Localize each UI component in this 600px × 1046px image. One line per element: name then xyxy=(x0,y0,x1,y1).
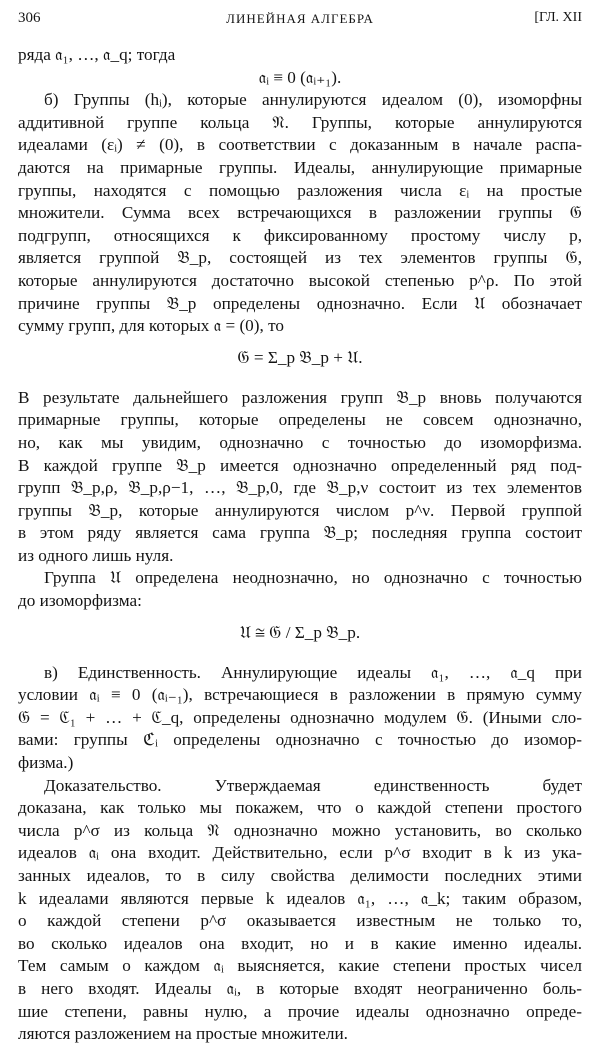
page-number: 306 xyxy=(18,10,41,26)
text-line: групп 𝔅_p,ρ, 𝔅_p,ρ−1, …, 𝔅_p,0, где 𝔅_p,ν состоит из тех элементов xyxy=(18,478,582,498)
page-header xyxy=(18,10,582,32)
text-line: 𝔊 = ℭ₁ + … + ℭ_q, определены однозначно модулем 𝔊. (Иными сло- xyxy=(18,707,582,727)
text-line: во сколько идеалов она входит, но и в какие именно идеалы. xyxy=(18,933,582,953)
text-line: подгрупп, относящихся к фиксированному простому числу p, xyxy=(18,225,582,245)
display-equation: 𝔘 ≅ 𝔊 / Σ_p 𝔅_p. xyxy=(239,622,361,642)
text-line: является группой 𝔅_p, состоящей из тех элементов группы 𝔊, xyxy=(18,248,582,268)
text-line: доказана, как только мы покажем, что о каждой степени простого xyxy=(18,798,582,818)
text-line: Тем самым о каждом 𝔞ᵢ выясняется, какие степени простых чисел xyxy=(18,956,582,976)
equation: 𝔞ᵢ ≡ 0 (𝔞ᵢ₊₁). xyxy=(258,67,342,87)
page-body xyxy=(18,44,582,1046)
text-line: даются на примарные группы. Идеалы, аннулирующие примарные xyxy=(18,157,582,177)
text-line: шие степени, равны нулю, а прочие идеалы однозначно опреде- xyxy=(18,1001,582,1021)
text-line: вами: группы ℭᵢ определены однозначно с точностью до изомор- xyxy=(18,730,582,750)
text-line: аддитивной группе кольца 𝔑. Группы, которые аннулируются xyxy=(18,112,582,132)
text-line: в этом ряду является сама группа 𝔅_p; последняя группа состоит xyxy=(18,523,582,543)
text-line: о каждой степени p^σ оказывается известным не только то, xyxy=(18,911,582,931)
text-line: Группа 𝔘 определена неоднозначно, но однозначно с точностью xyxy=(44,568,582,588)
text-line: в него входят. Идеалы 𝔞ᵢ, в которые входят неограниченно боль- xyxy=(18,978,582,998)
text-line: группы, находятся с помощью разложения числа εᵢ на простые xyxy=(18,180,582,200)
text-line: физма.) xyxy=(18,753,74,773)
display-equation: 𝔊 = Σ_p 𝔅_p + 𝔘. xyxy=(237,347,363,367)
text-line: В каждой группе 𝔅_p имеется однозначно определенный ряд под- xyxy=(18,455,582,475)
text-line: ляются разложением на простые множители. xyxy=(18,1024,348,1044)
text-line: числа p^σ из кольца 𝔑 однозначно можно установить, во сколько xyxy=(18,820,582,840)
text-line: В результате дальнейшего разложения групп 𝔅_p вновь получаются xyxy=(18,387,582,407)
text-line: k идеалами являются первые k идеалов 𝔞₁, …, 𝔞_k; таким образом, xyxy=(18,888,582,908)
text-line: множители. Сумма всех встречающихся в разложении группы 𝔊 xyxy=(18,203,582,223)
text-line: идеалов 𝔞ᵢ она входит. Действительно, если p^σ входит в k из ука- xyxy=(18,843,582,863)
text-line: группы 𝔅_p, которые аннулируются числом p^ν. Первой группой xyxy=(18,500,582,520)
chapter-label: [ГЛ. XII xyxy=(534,10,582,25)
text-line: условии 𝔞ᵢ ≡ 0 (𝔞ᵢ₋₁), встречающиеся в разложении в прямую сумму xyxy=(18,685,582,705)
text-line: занных идеалов, то в силу свойства делимости последних этими xyxy=(18,866,582,885)
text-line: идеалами (εᵢ) ≠ (0), в соответствии с доказанным в начале распа- xyxy=(18,135,582,155)
text-line: но, как мы увидим, однозначно с точностью до изоморфизма. xyxy=(18,432,582,452)
text-line: в) Единственность. Аннулирующие идеалы 𝔞₁, …, 𝔞_q при xyxy=(44,662,582,682)
text-line: причине группы 𝔅_p определены однозначно. Если 𝔘 обозначает xyxy=(18,293,582,313)
text-line: которые аннулируются достаточно высокой степенью p^ρ. По этой xyxy=(18,270,582,290)
text-line: Доказательство. Утверждаемая единственность будет xyxy=(44,775,582,795)
text-line: из одного лишь нуля. xyxy=(18,545,174,565)
text-line: до изоморфизма: xyxy=(18,591,142,611)
running-title: ЛИНЕЙНАЯ АЛГЕБРА xyxy=(226,11,374,26)
text-line: сумму групп, для которых 𝔞 = (0), то xyxy=(18,316,284,336)
text-line: ряда 𝔞₁, …, 𝔞_q; тогда xyxy=(18,45,176,64)
text-line: примарные группы, которые определены не совсем однозначно, xyxy=(18,410,582,430)
text-line: б) Группы (hᵢ), которые аннулируются идеалом (0), изоморфны xyxy=(44,90,582,110)
